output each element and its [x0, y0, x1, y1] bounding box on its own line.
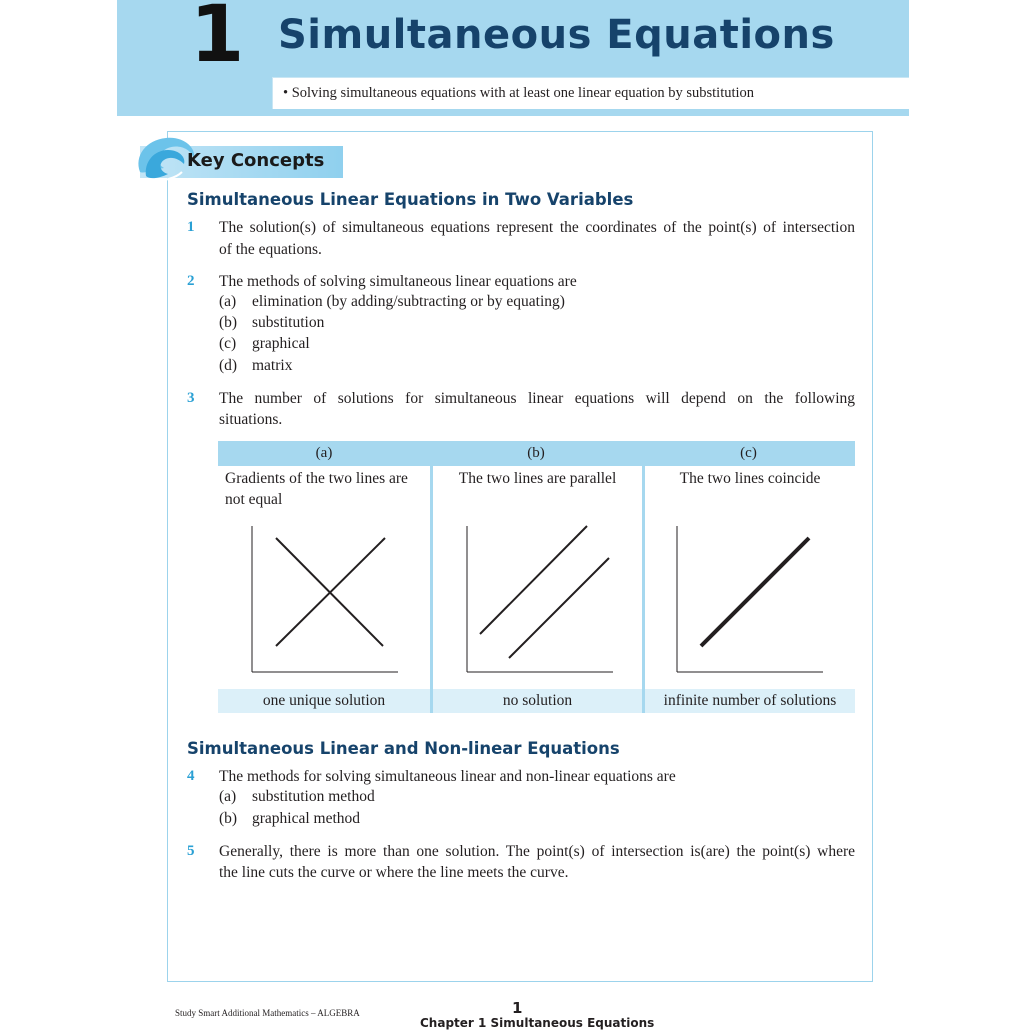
chapter-title: Simultaneous Equations — [278, 12, 835, 58]
item-number: 4 — [187, 768, 195, 784]
key-concepts-label: Key Concepts — [187, 150, 325, 171]
table-result: infinite number of solutions — [645, 689, 855, 713]
table-header-a: (a) — [218, 441, 430, 466]
footer-chapter-label: Chapter 1 Simultaneous Equations — [420, 1016, 655, 1030]
table-column-c — [645, 466, 855, 713]
learning-objective-box — [272, 77, 909, 109]
item-text-line: The number of solutions for simultaneous linear equations will depend on the following — [219, 390, 855, 407]
table-divider — [642, 466, 645, 713]
item-text-line: of the equations. — [219, 241, 322, 258]
section-heading: Simultaneous Linear Equations in Two Variables — [187, 190, 634, 209]
page-number: 1 — [512, 999, 523, 1017]
chapter-number: 1 — [190, 0, 245, 80]
table-result: no solution — [433, 689, 642, 713]
option-text: elimination (by adding/subtracting or by equating) — [252, 293, 565, 310]
option-text: substitution — [252, 314, 325, 331]
item-text-line: Generally, there is more than one solution. The point(s) of intersection is(are) the point(s) where — [219, 843, 855, 860]
graph-line-2 — [509, 558, 609, 658]
option-label: (a) — [219, 788, 237, 805]
table-description: The two lines coincide — [679, 470, 821, 487]
option-label: (a) — [219, 293, 237, 310]
learning-objective: • Solving simultaneous equations with at least one linear equation by substitution — [283, 85, 755, 101]
option-label: (d) — [219, 357, 238, 374]
item-text-line: The methods for solving simultaneous linear and non-linear equations are — [219, 768, 676, 785]
table-column-b — [433, 466, 642, 713]
footer-book-title: Study Smart Additional Mathematics – ALGEBRA — [175, 1008, 360, 1018]
option-label: (b) — [219, 314, 238, 331]
item-number: 5 — [187, 843, 195, 859]
item-text-line: the line cuts the curve or where the line meets the curve. — [219, 864, 569, 881]
table-column-a — [218, 466, 430, 713]
intersecting-lines-graph — [248, 524, 398, 674]
option-text: matrix — [252, 357, 293, 374]
option-text: graphical method — [252, 810, 361, 827]
option-text: graphical — [252, 335, 310, 352]
table-result: one unique solution — [218, 689, 430, 713]
table-description: Gradients of the two lines are not equal — [225, 470, 408, 508]
table-header-c: (c) — [642, 441, 855, 466]
item-text-line: The solution(s) of simultaneous equations represent the coordinates of the point(s) of intersection — [219, 219, 855, 236]
graph-line-1 — [480, 526, 587, 634]
item-text-line: situations. — [219, 411, 283, 428]
section-heading: Simultaneous Linear and Non-linear Equations — [187, 739, 620, 758]
table-description: The two lines are parallel — [458, 470, 617, 487]
item-number: 3 — [187, 390, 195, 406]
item-number: 2 — [187, 273, 195, 289]
table-header-b: (b) — [430, 441, 642, 466]
item-text-line: The methods of solving simultaneous linear equations are — [219, 273, 577, 290]
item-number: 1 — [187, 219, 195, 235]
option-label: (c) — [219, 335, 237, 352]
parallel-lines-graph — [463, 524, 613, 674]
coinciding-lines-graph — [673, 524, 823, 674]
graph-coincident-line — [701, 538, 809, 646]
option-label: (b) — [219, 810, 238, 827]
solution-types-table — [218, 441, 855, 713]
option-text: substitution method — [252, 788, 375, 805]
table-divider — [430, 466, 433, 713]
